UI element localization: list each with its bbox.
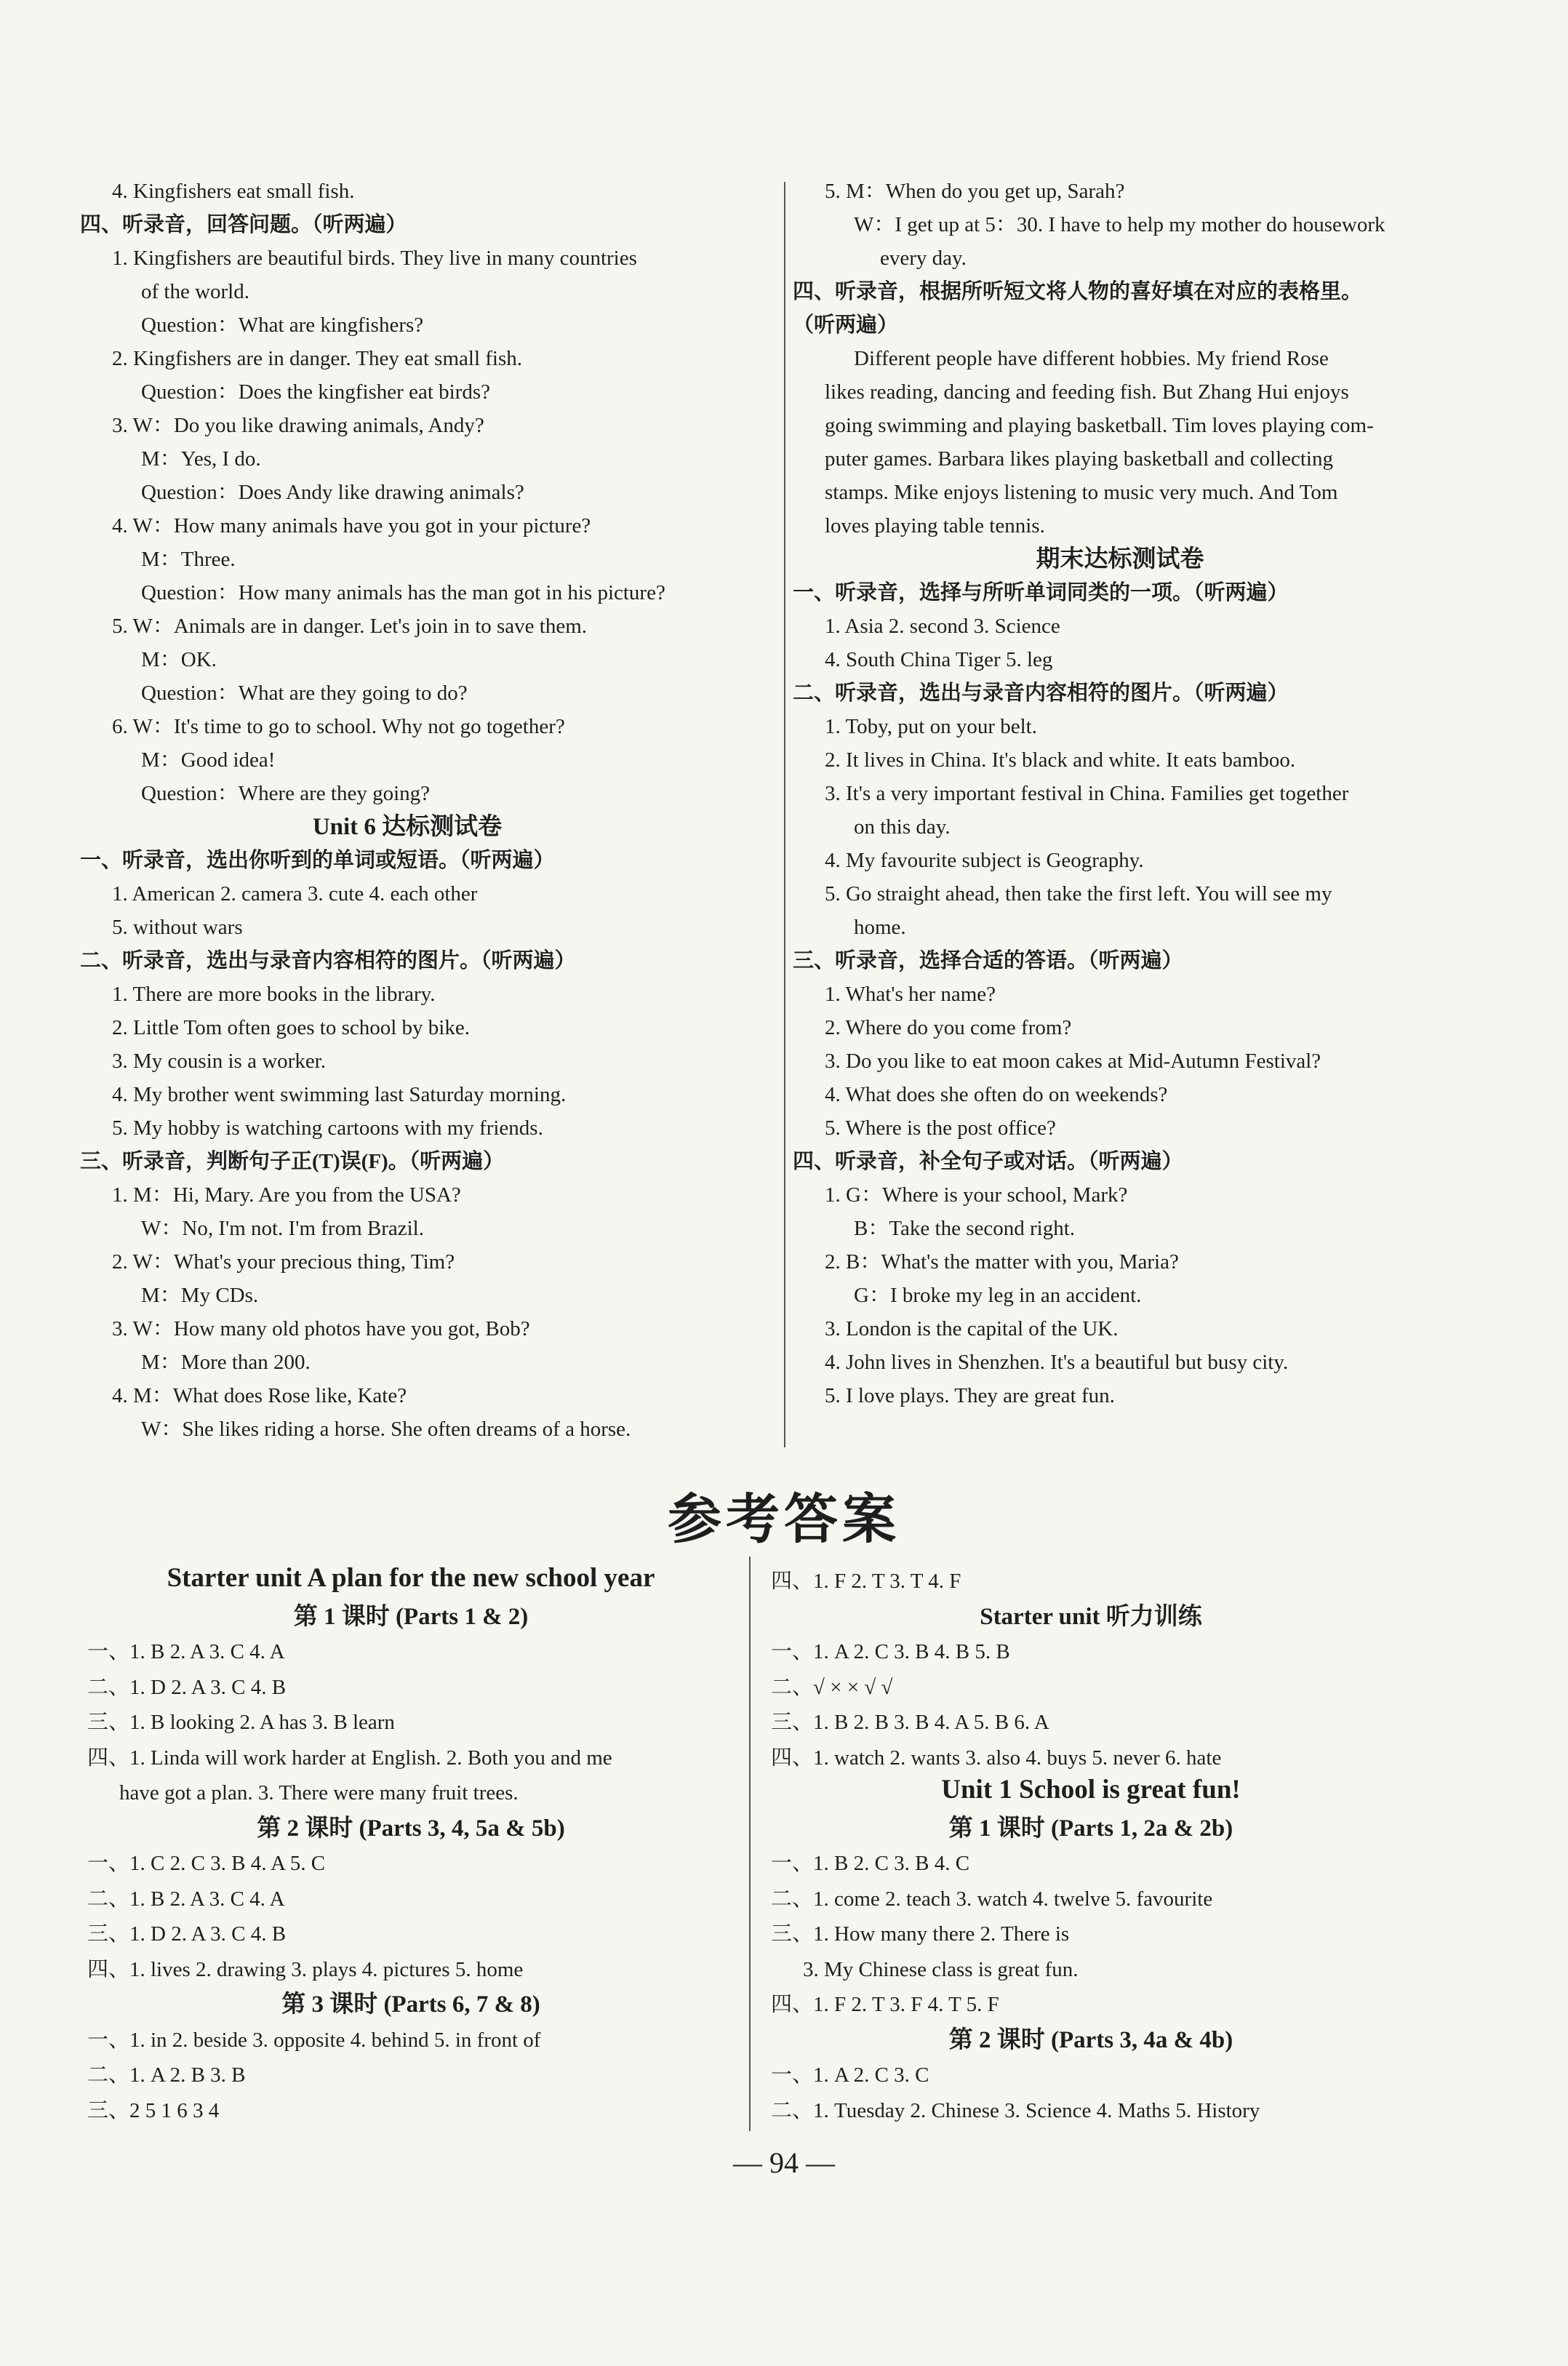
page-number: — 94 — xyxy=(733,2146,835,2179)
bottom-right-line: Starter unit 听力训练 xyxy=(980,1603,1202,1630)
top-left-line: M：OK. xyxy=(141,648,217,671)
top-left-line: 4. W：How many animals have you got in your picture? xyxy=(112,514,591,537)
top-left-line: 4. My brother went swimming last Saturday morning. xyxy=(112,1083,567,1106)
top-left-line: 2. W：What's your precious thing, Tim? xyxy=(112,1250,455,1274)
top-right-line: 4. What does she often do on weekends? xyxy=(825,1083,1168,1106)
top-right-line: W：I get up at 5：30. I have to help my mother do housework xyxy=(854,213,1385,236)
bottom-left-line: have got a plan. 3. There were many fruit trees. xyxy=(119,1781,519,1805)
top-left-line: 1. There are more books in the library. xyxy=(112,983,436,1006)
top-left-line: 3. W：How many old photos have you got, Bob? xyxy=(112,1317,530,1340)
bottom-right-line: 一、1. B 2. C 3. B 4. C xyxy=(771,1852,970,1875)
bottom-left-line: 二、1. B 2. A 3. C 4. A xyxy=(87,1887,285,1911)
top-right-line: home. xyxy=(854,916,906,939)
top-right-line: 5. M：When do you get up, Sarah? xyxy=(825,180,1125,203)
top-right-line: 1. Asia 2. second 3. Science xyxy=(825,615,1060,638)
top-right-line: loves playing table tennis. xyxy=(825,514,1045,537)
top-right-line: Different people have different hobbies. My friend Rose xyxy=(854,347,1329,370)
top-left-line: 5. My hobby is watching cartoons with my friends. xyxy=(112,1116,543,1140)
top-left-line: 3. My cousin is a worker. xyxy=(112,1050,326,1073)
top-left-line: M：Yes, I do. xyxy=(141,447,261,471)
top-right-line: 2. Where do you come from? xyxy=(825,1016,1072,1039)
bottom-right-line: 一、1. A 2. C 3. C xyxy=(771,2063,929,2087)
top-left-line: Question：Does Andy like drawing animals? xyxy=(141,481,524,504)
top-right-line: 5. Where is the post office? xyxy=(825,1116,1056,1140)
top-right-line: 一、听录音，选择与所听单词同类的一项。（听两遍） xyxy=(793,581,1289,604)
top-left-line: 3. W：Do you like drawing animals, Andy? xyxy=(112,414,484,437)
bottom-left-line: 二、1. A 2. B 3. B xyxy=(87,2063,246,2087)
bottom-right-line: 第 2 课时 (Parts 3, 4a & 4b) xyxy=(948,2026,1233,2053)
answer-key-title: 参考答案 xyxy=(668,1490,900,1550)
top-right-line: 1. Toby, put on your belt. xyxy=(825,715,1037,738)
bottom-left-line: 三、2 5 1 6 3 4 xyxy=(87,2098,220,2122)
top-left-line: Question：How many animals has the man got in his picture? xyxy=(141,581,665,604)
top-right-line: 四、听录音，补全句子或对话。（听两遍） xyxy=(793,1150,1183,1173)
top-left-line: 三、听录音，判断句子正(T)误(F)。（听两遍） xyxy=(80,1150,505,1173)
bottom-right-line: 四、1. F 2. T 3. T 4. F xyxy=(771,1570,961,1593)
top-left-line: M：Three. xyxy=(141,548,236,571)
bottom-right-line: 一、1. A 2. C 3. B 4. B 5. B xyxy=(771,1640,1010,1663)
top-right-line: （听两遍） xyxy=(793,313,899,337)
top-right-line: on this day. xyxy=(854,815,951,839)
top-right-line: 二、听录音，选出与录音内容相符的图片。（听两遍） xyxy=(793,682,1289,705)
top-left-line: 5. W：Animals are in danger. Let's join in to save them. xyxy=(112,615,588,638)
top-left-line: Question：What are they going to do? xyxy=(141,682,468,705)
top-left-line: M：My CDs. xyxy=(141,1284,259,1307)
bottom-left-line: 三、1. D 2. A 3. C 4. B xyxy=(87,1922,287,1946)
top-right-line: likes reading, dancing and feeding fish. But Zhang Hui enjoys xyxy=(825,380,1349,404)
top-right-line: 4. My favourite subject is Geography. xyxy=(825,849,1144,872)
top-left-line: 1. Kingfishers are beautiful birds. They live in many countries xyxy=(112,247,637,270)
top-right-line: 5. Go straight ahead, then take the first left. You will see my xyxy=(825,882,1332,906)
top-right-line: 3. It's a very important festival in China. Families get together xyxy=(825,782,1349,805)
bottom-right-line: 3. My Chinese class is great fun. xyxy=(803,1957,1079,1981)
bottom-right-line: 三、1. How many there 2. There is xyxy=(771,1922,1070,1946)
bottom-left-line: Starter unit A plan for the new school year xyxy=(167,1563,655,1593)
column-divider-top xyxy=(784,182,785,1447)
bottom-left-line: 一、1. B 2. A 3. C 4. A xyxy=(87,1640,285,1663)
top-right-line: 1. What's her name? xyxy=(825,983,996,1006)
top-right-line: stamps. Mike enjoys listening to music very much. And Tom xyxy=(825,481,1338,504)
top-right-line: 2. B：What's the matter with you, Maria? xyxy=(825,1250,1179,1274)
top-right-line: 1. G：Where is your school, Mark? xyxy=(825,1183,1128,1207)
bottom-left-line: 第 2 课时 (Parts 3, 4, 5a & 5b) xyxy=(257,1815,565,1842)
top-right-line: 4. South China Tiger 5. leg xyxy=(825,648,1053,671)
bottom-right-line: 三、1. B 2. B 3. B 4. A 5. B 6. A xyxy=(771,1711,1049,1734)
top-left-line: M：More than 200. xyxy=(141,1351,311,1374)
top-right-line: 3. Do you like to eat moon cakes at Mid-Autumn Festival? xyxy=(825,1050,1321,1073)
top-left-line: Question：Does the kingfisher eat birds? xyxy=(141,380,491,404)
top-right-line: 5. I love plays. They are great fun. xyxy=(825,1384,1115,1407)
top-right-line: G：I broke my leg in an accident. xyxy=(854,1284,1142,1307)
top-left-line: Question：What are kingfishers? xyxy=(141,313,424,337)
bottom-left-line: 三、1. B looking 2. A has 3. B learn xyxy=(87,1711,395,1734)
top-left-line: 1. M：Hi, Mary. Are you from the USA? xyxy=(112,1183,461,1207)
bottom-right-line: 四、1. F 2. T 3. F 4. T 5. F xyxy=(771,1993,999,2016)
top-right-line: 期末达标测试卷 xyxy=(1036,546,1204,572)
bottom-right-line: 二、1. come 2. teach 3. watch 4. twelve 5. favourite xyxy=(771,1887,1213,1911)
bottom-right-line: Unit 1 School is great fun! xyxy=(941,1775,1241,1805)
top-right-line: 三、听录音，选择合适的答语。（听两遍） xyxy=(793,949,1183,972)
top-right-line: 四、听录音，根据所听短文将人物的喜好填在对应的表格里。 xyxy=(793,280,1363,303)
bottom-left-line: 一、1. in 2. beside 3. opposite 4. behind 5. in front of xyxy=(87,2028,541,2052)
top-left-line: W：She likes riding a horse. She often dreams of a horse. xyxy=(141,1418,631,1441)
top-left-line: M：Good idea! xyxy=(141,748,276,772)
top-left-line: 四、听录音，回答问题。（听两遍） xyxy=(80,213,407,236)
bottom-left-line: 一、1. C 2. C 3. B 4. A 5. C xyxy=(87,1852,326,1875)
bottom-left-line: 四、1. Linda will work harder at English. 2. Both you and me xyxy=(87,1746,612,1770)
top-right-line: every day. xyxy=(880,247,967,270)
top-left-line: 5. without wars xyxy=(112,916,243,939)
top-left-line: W：No, I'm not. I'm from Brazil. xyxy=(141,1217,424,1240)
top-right-line: going swimming and playing basketball. Tim loves playing com- xyxy=(825,414,1374,437)
bottom-right-line: 二、√ × × √ √ xyxy=(771,1675,893,1699)
top-left-line: 6. W：It's time to go to school. Why not go together? xyxy=(112,715,565,738)
top-left-line: 2. Little Tom often goes to school by bike. xyxy=(112,1016,470,1039)
top-right-line: B：Take the second right. xyxy=(854,1217,1076,1240)
top-left-line: 二、听录音，选出与录音内容相符的图片。（听两遍） xyxy=(80,949,576,972)
bottom-left-line: 第 3 课时 (Parts 6, 7 & 8) xyxy=(281,1991,540,2018)
top-left-line: Question：Where are they going? xyxy=(141,782,430,805)
top-left-line: 1. American 2. camera 3. cute 4. each other xyxy=(112,882,478,906)
top-right-line: 4. John lives in Shenzhen. It's a beautiful but busy city. xyxy=(825,1351,1289,1374)
bottom-left-line: 二、1. D 2. A 3. C 4. B xyxy=(87,1675,287,1699)
top-left-line: 4. Kingfishers eat small fish. xyxy=(112,180,355,203)
bottom-left-line: 四、1. lives 2. drawing 3. plays 4. pictures 5. home xyxy=(87,1957,524,1981)
bottom-right-line: 二、1. Tuesday 2. Chinese 3. Science 4. Maths 5. History xyxy=(771,2098,1260,2122)
bottom-right-line: 四、1. watch 2. wants 3. also 4. buys 5. never 6. hate xyxy=(771,1746,1222,1770)
column-divider-bottom xyxy=(749,1556,751,2131)
top-right-line: 2. It lives in China. It's black and white. It eats bamboo. xyxy=(825,748,1296,772)
top-right-line: 3. London is the capital of the UK. xyxy=(825,1317,1119,1340)
top-left-line: Unit 6 达标测试卷 xyxy=(312,814,503,840)
bottom-left-line: 第 1 课时 (Parts 1 & 2) xyxy=(293,1603,529,1630)
bottom-right-line: 第 1 课时 (Parts 1, 2a & 2b) xyxy=(948,1815,1233,1842)
top-right-line: puter games. Barbara likes playing basketball and collecting xyxy=(825,447,1333,471)
top-left-line: 2. Kingfishers are in danger. They eat small fish. xyxy=(112,347,523,370)
top-left-line: 4. M：What does Rose like, Kate? xyxy=(112,1384,407,1407)
top-left-line: of the world. xyxy=(141,280,249,303)
top-left-line: 一、听录音，选出你听到的单词或短语。（听两遍） xyxy=(80,849,555,872)
